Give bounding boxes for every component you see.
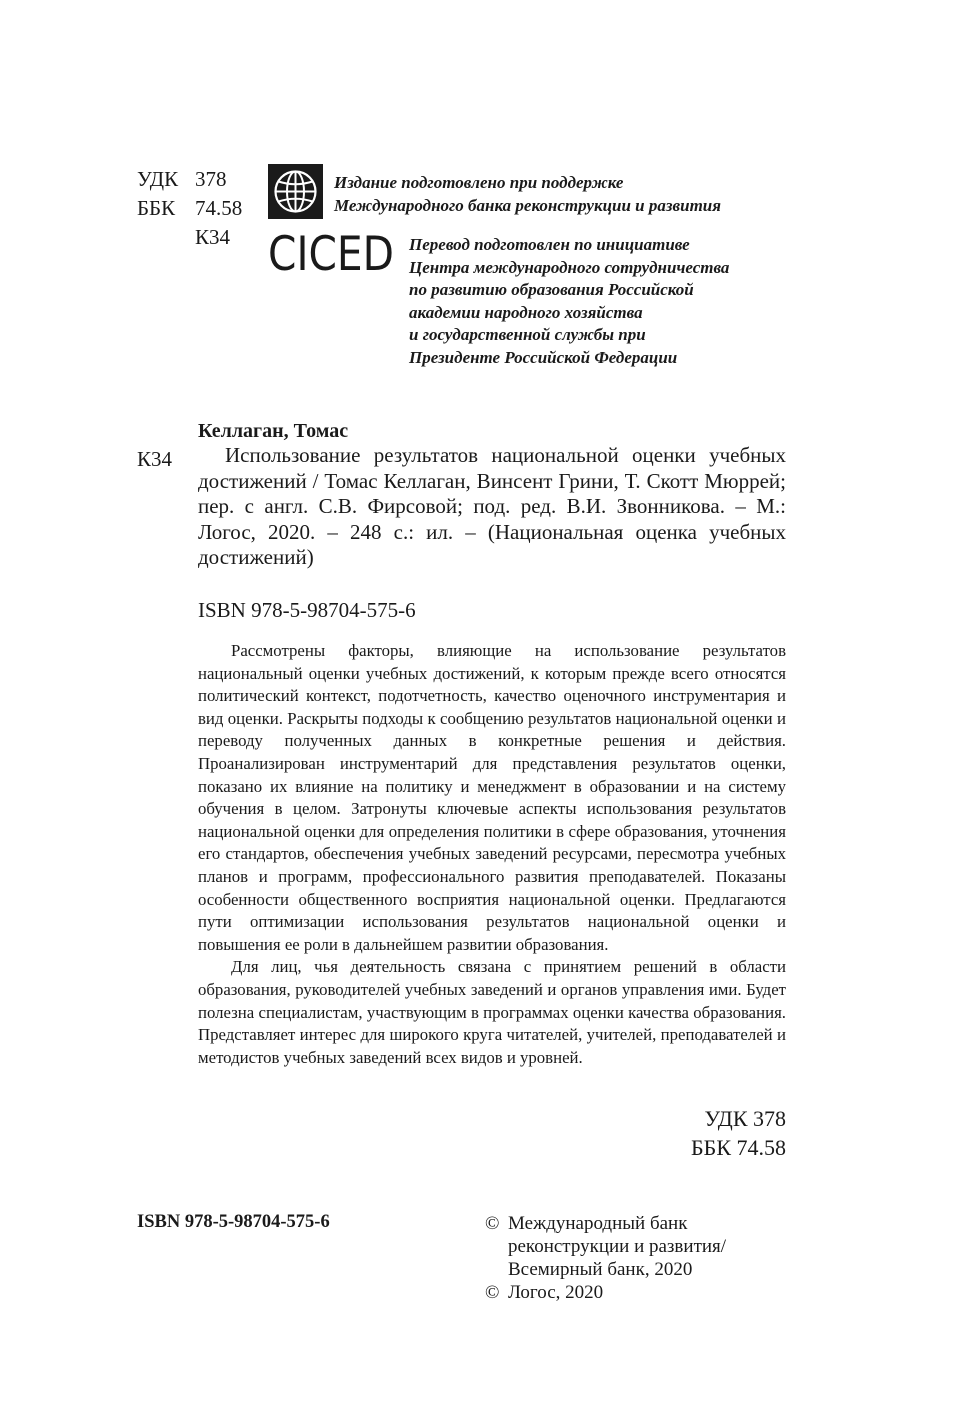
bbk-label: ББК — [137, 196, 176, 220]
bbk-bottom: ББК 74.58 — [691, 1135, 786, 1160]
ciced-line: по развитию образования Российской — [409, 280, 694, 300]
ciced-line: Центра международного сотрудничества — [409, 257, 730, 277]
author-heading: Келлаган, Томас — [198, 420, 349, 442]
world-bank-globe-logo-icon — [268, 164, 323, 219]
copyright-publisher: Логос, 2020 — [508, 1282, 604, 1303]
classification-footer — [620, 1104, 786, 1162]
bbk-code: 74.58 — [195, 196, 243, 220]
udk-bottom: УДК 378 — [704, 1106, 786, 1131]
udk-code: 378 — [195, 167, 227, 191]
copyright-symbol: © — [485, 1282, 500, 1303]
world-bank-support-note — [334, 172, 721, 217]
copyright-line: реконструкции и развития/ — [508, 1236, 727, 1257]
abstract-paragraph-2: Для лиц, чья деятельность связана с принятием решений в области образования, руководителей учебных заведений и органов управления ими. Будет полезна специалистам, участвующим в программах оценки качества образования. Представляет интерес для широкого круга читателей, учителей, преподавателей и методистов учебных заведений всех видов и уровней. — [198, 957, 786, 1067]
ciced-line: Перевод подготовлен по инициативе — [409, 235, 690, 254]
copyright-block — [485, 1212, 726, 1304]
bibliographic-description — [198, 443, 786, 571]
isbn-footer: ISBN 978-5-98704-575-6 — [137, 1212, 330, 1232]
ciced-translation-note — [409, 234, 729, 370]
ciced-line: академии народного хозяйства — [409, 302, 643, 322]
ciced-logo — [268, 227, 396, 282]
abstract-paragraph-1: Рассмотрены факторы, влияющие на использование результатов национальный оценки учебных достижений, к которым прежде всего относятся политический контекст, подотчетность, качество оценочного инструментария и вид оценки. Раскрыты подходы к сообщению результатов национальной оценки и переводу полученных данных в конкретные решения и действия. Проанализирован инструментарий для представления результатов оценки, показано их влияние на политику и менеджмент в образовании и на систему обучения в целом. Затронуты ключевые аспекты использования результатов национальной оценки для определения политики в сфере образования, уточнения его стандартов, обеспечения учебных заведений ресурсами, пересмотра учебных планов и программ, профессионального развития преподавателей. Показаны особенности общественного восприятия национальной оценки. Предлагаются пути оптимизации использования результатов национальной оценки и повышения ее роли в дальнейшем развитии образования. — [198, 641, 786, 954]
copyright-line: Всемирный банк, 2020 — [508, 1259, 693, 1280]
ciced-line: Президенте Российской Федерации — [409, 347, 678, 367]
udk-label: УДК — [137, 167, 179, 191]
author-mark-side: К34 — [137, 447, 173, 471]
abstract — [198, 640, 786, 1069]
ciced-line: и государственной службы при — [409, 325, 646, 345]
isbn-record: ISBN 978-5-98704-575-6 — [198, 598, 416, 622]
copyright-symbol: © — [485, 1213, 500, 1234]
world-bank-line-2: Международного банка реконструкции и развития — [334, 195, 722, 215]
ciced-logo-text: CICED — [268, 227, 394, 282]
world-bank-line-1: Издание подготовлено при поддержке — [334, 173, 624, 192]
author-mark-row — [137, 224, 242, 253]
copyright-line: Международный банк — [508, 1213, 688, 1234]
bibliographic-text: Использование результатов национальной оценки учебных достижений / Томас Келлаган, Винсент Грини, Т. Скотт Мюррей; пер. с англ. С.В. Фирсовой; под. ред. В.И. Звонникова. – М.: Логос, 2020. – 248 с.: ил. – (Национальная оценка учебных достижений) — [198, 443, 786, 569]
author-mark: К34 — [195, 225, 231, 249]
classification-header — [137, 166, 242, 253]
bbk-row — [137, 195, 242, 224]
udk-row — [137, 166, 242, 195]
